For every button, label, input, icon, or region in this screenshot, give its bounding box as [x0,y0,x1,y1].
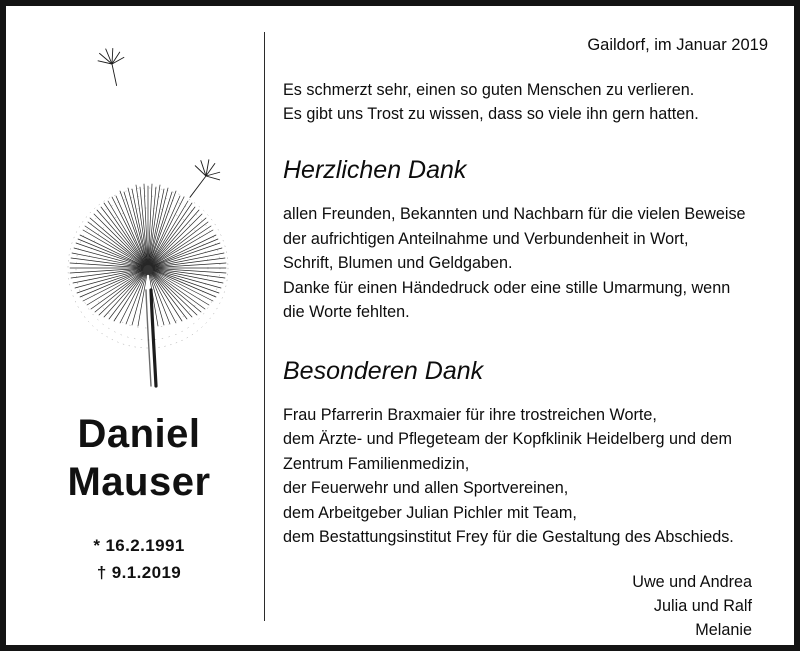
thanks-body [283,202,774,325]
death-date: † 9.1.2019 [96,563,182,582]
thanks-line: Schrift, Blumen und Geldgaben. [283,254,513,272]
deceased-name [67,410,210,506]
thanks-line: die Worte fehlten. [283,303,410,321]
intro-line: Es gibt uns Trost zu wissen, dass so viele ihn gern hatten. [283,105,699,123]
life-dates [93,532,184,586]
thanks-line: Danke für einen Händedruck oder eine stille Umarmung, wenn [283,278,731,297]
special-thanks-heading: Besonderen Dank [283,356,484,385]
signature-line: Julia und Ralf [653,596,752,615]
special-line: Frau Pfarrerin Braxmaier für ihre trostreichen Worte, [283,405,657,424]
birth-date: * 16.2.1991 [93,536,185,555]
thanks-heading: Herzlichen Dank [283,156,467,184]
thanks-line: der aufrichtigen Anteilnahme und Verbundenheit in Wort, [283,229,689,248]
name-line-first: Daniel [77,412,201,456]
vertical-divider [264,32,265,621]
special-thanks-body [283,403,774,550]
intro-line: Es schmerzt sehr, einen so guten Menschen zu verlieren. [283,81,695,99]
signature-line: Uwe und Andrea [632,572,752,591]
card-inner [6,6,794,645]
thanks-line: allen Freunden, Bekannten und Nachbarn für die vielen Beweise [283,205,746,223]
special-line: dem Arbeitgeber Julian Pichler mit Team, [283,503,577,522]
intro-paragraph [283,78,774,126]
signature-block [283,570,774,642]
name-line-last: Mauser [67,460,211,504]
special-line: dem Ärzte- und Pflegeteam der Kopfklinik Heidelberg und dem [283,430,732,448]
signature-line: Melanie [695,620,752,639]
place-and-date: Gaildorf, im Januar 2019 [587,36,768,54]
special-line: dem Bestattungsinstitut Frey für die Gestaltung des Abschieds. [283,528,734,546]
dandelion-svg [20,18,258,408]
floating-seed-icon [183,156,226,206]
special-line: Zentrum Familienmedizin, [283,454,470,473]
dandelion-illustration [20,18,258,408]
floating-seed-icon [96,46,129,89]
special-line: der Feuerwehr und allen Sportvereinen, [283,479,569,497]
right-column [283,18,780,639]
left-column [20,18,258,631]
